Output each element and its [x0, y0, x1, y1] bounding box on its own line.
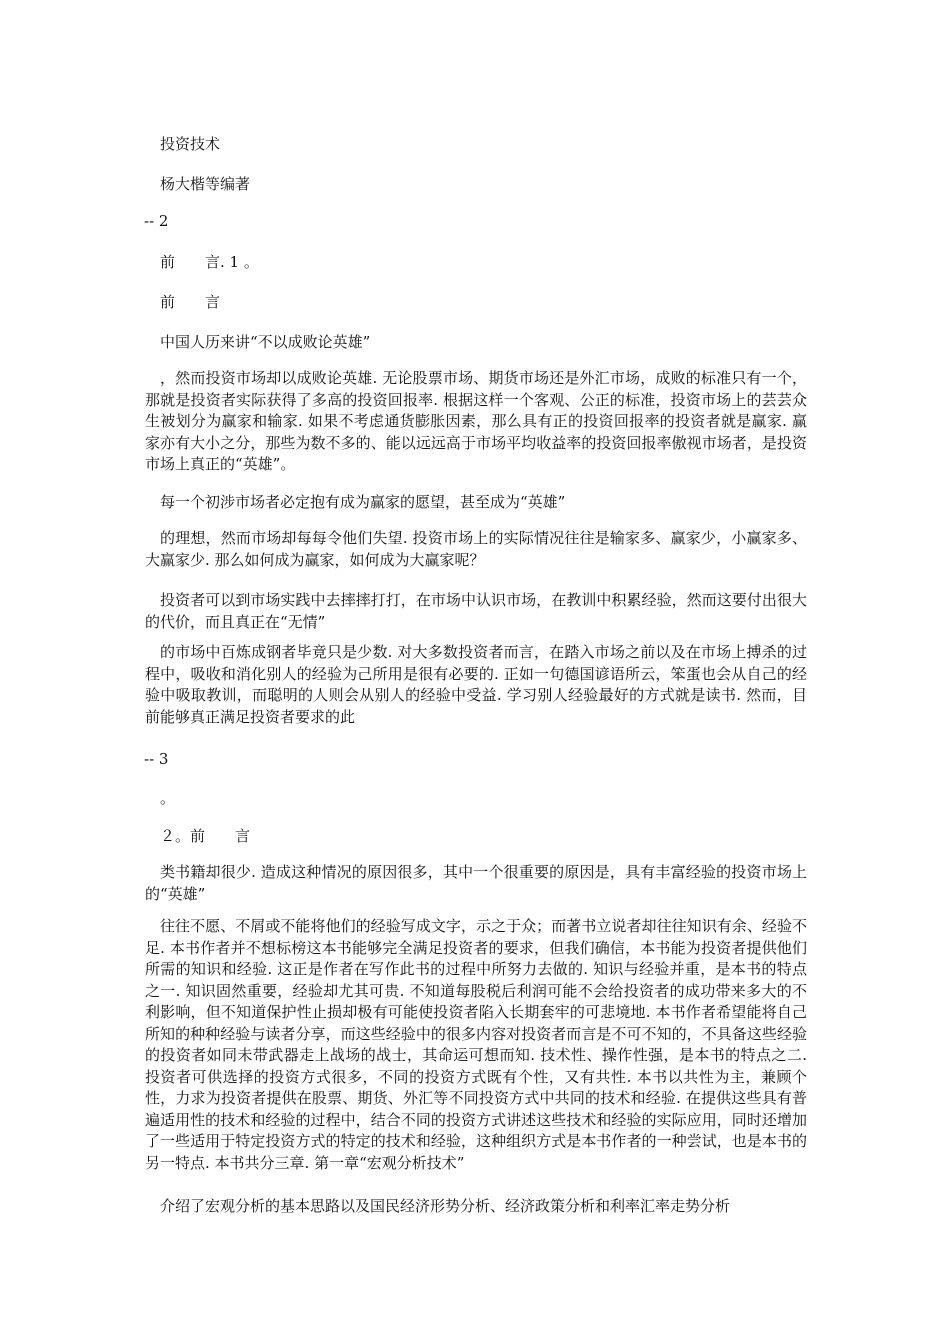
paragraph: 中国人历来讲“不以成败论英雄” — [160, 333, 371, 351]
paragraph: ，然而投资市场却以成败论英雄. 无论股票市场、期货市场还是外汇市场，成败的标准只有一个，那就是投资者实际获得了多高的投资回报率. 根据这样一个客观、公正的标准，投资市场上的芸芸众生被划分为赢家和输家. 如果不考虑通货膨胀因素，那么具有正的投资回报率的投资者就是赢家. 赢家亦有大小之分，那些为数不多的、能以远远高于市场平均收益率的投资回报率傲视市场者，是投资市场上真正的“英雄”。 — [145, 369, 807, 473]
book-title: 投资技术 — [160, 135, 221, 153]
book-author: 杨大楷等编著 — [160, 175, 251, 193]
ornament-dot: 。 — [160, 789, 176, 807]
running-header: ２。前 言 — [160, 827, 251, 845]
paragraph: 投资者可以到市场实践中去摔摔打打，在市场中认识市场，在教训中积累经验，然而这要付出很大的代价，而且真正在“无情” — [145, 591, 807, 631]
running-header: 前 言. 1 。 — [160, 253, 259, 271]
paragraph: 的理想，然而市场却每每令他们失望. 投资市场上的实际情况往往是输家多、赢家少，小赢家多、大赢家少. 那么如何成为赢家，如何成为大赢家呢？ — [145, 529, 807, 569]
page-marker: -- 2 — [144, 212, 169, 230]
paragraph: 的市场中百炼成钢者毕竟只是少数. 对大多数投资者而言，在踏入市场之前以及在市场上搏杀的过程中，吸收和消化别人的经验为己所用是很有必要的. 正如一句德国谚语所云，笨蛋也会从自己的经验中吸取教训，而聪明的人则会从别人的经验中受益. 学习别人经验最好的方式就是读书. 然而，目前能够真正满足投资者要求的此 — [145, 643, 807, 726]
paragraph: 往往不愿、不屑或不能将他们的经验写成文字，示之于众；而著书立说者却往往知识有余、经验不足. 本书作者并不想标榜这本书能够完全满足投资者的要求，但我们确信，本书能为投资者提供他们所需的知识和经验. 这正是作者在写作此书的过程中所努力去做的. 知识与经验并重，是本书的特点之一. 知识固然重要，经验却尤其可贵. 不知道每股税后利润可能不会给投资者的成功带来多大的不利影响，但不知道保护性止损却极有可能使投资者陷入长期套牢的可悲境地. 本书作者希望能将自己所知的种种经验与读者分享，而这些经验中的很多内容对投资者而言是不可不知的，不具备这些经验的投资者如同未带武器走上战场的战士，其命运可想而知. 技术性、操作性强，是本书的特点之二. 投资者可供选择的投资方式很多，不同的投资方式既有个性，又有共性. 本书以共性为主，兼顾个性，力求为投资者提供在股票、期货、外汇等不同投资方式中共同的技术和经验. 在提供这些具有普遍适用性的技术和经验的过程中，结合不同的投资方式讲述这些技术和经验的实际应用，同时还增加了一些适用于特定投资方式的特定的技术和经验，这种组织方式是本书作者的一种尝试，也是本书的另一特点. 本书共分三章. 第一章“宏观分析技术” — [145, 917, 807, 1172]
paragraph: 类书籍却很少. 造成这种情况的原因很多，其中一个很重要的原因是，具有丰富经验的投资市场上的“英雄” — [145, 863, 807, 903]
page-marker: -- 3 — [144, 750, 169, 768]
paragraph: 每一个初涉市场者必定抱有成为赢家的愿望，甚至成为“英雄” — [160, 493, 566, 511]
paragraph: 介绍了宏观分析的基本思路以及国民经济形势分析、经济政策分析和利率汇率走势分析 — [160, 1197, 731, 1215]
chapter-heading: 前 言 — [160, 293, 221, 311]
